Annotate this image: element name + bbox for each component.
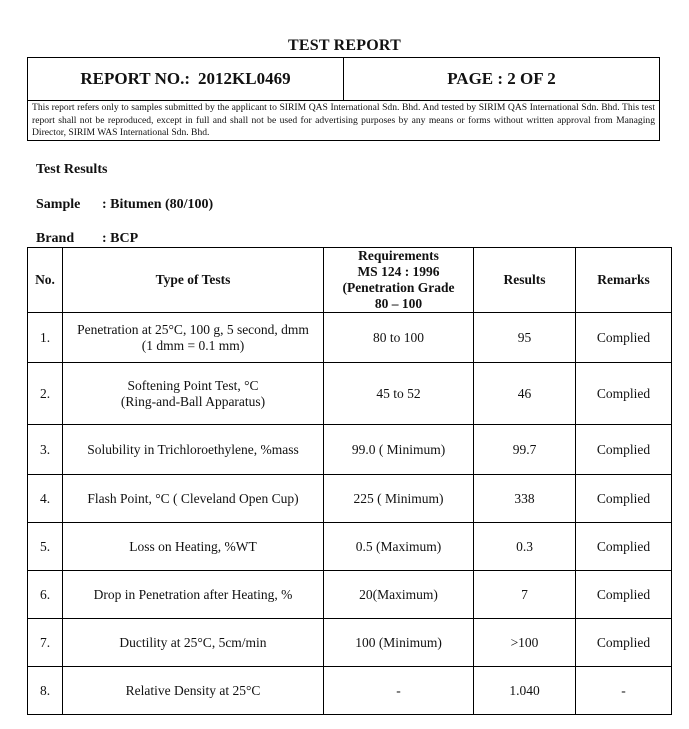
row-result: 46 (474, 363, 576, 425)
row-remark: Complied (576, 425, 672, 475)
row-remark: - (576, 667, 672, 715)
row-result: 7 (474, 571, 576, 619)
test-results-table (27, 247, 672, 715)
row-result: 99.7 (474, 425, 576, 475)
report-header-box (27, 57, 660, 141)
row-test: Ductility at 25°C, 5cm/min (63, 619, 324, 667)
row-result: 0.3 (474, 523, 576, 571)
row-no: 6. (28, 571, 63, 619)
col-header-remarks: Remarks (576, 248, 672, 313)
section-title: Test Results (36, 162, 108, 177)
col-header-no: No. (28, 248, 63, 313)
row-requirement: 20(Maximum) (324, 571, 474, 619)
report-title: TEST REPORT (288, 37, 401, 54)
sample-field (36, 197, 214, 213)
col-header-type: Type of Tests (63, 248, 324, 313)
table-row (28, 619, 672, 667)
table-row (28, 425, 672, 475)
row-test: Relative Density at 25°C (63, 667, 324, 715)
table-row (28, 571, 672, 619)
table-row (28, 363, 672, 425)
test-name-line-1: Penetration at 25°C, 100 g, 5 second, dmm (77, 321, 309, 337)
requirements-line-3: (Penetration Grade (342, 280, 455, 295)
requirements-line-1: Requirements (358, 248, 439, 263)
requirements-line-4: 80 – 100 (374, 296, 423, 311)
report-number-label: REPORT NO.: (80, 69, 191, 88)
row-test: Loss on Heating, %WT (63, 523, 324, 571)
brand-value: : BCP (102, 231, 139, 246)
test-name-line-1: Softening Point Test, °C (127, 377, 259, 393)
row-requirement: - (324, 667, 474, 715)
requirements-line-2: MS 124 : 1996 (357, 264, 440, 279)
row-result: 1.040 (474, 667, 576, 715)
row-no: 7. (28, 619, 63, 667)
row-remark: Complied (576, 571, 672, 619)
row-remark: Complied (576, 475, 672, 523)
test-name-line-2: (Ring-and-Ball Apparatus) (120, 393, 266, 409)
report-header-row (28, 58, 659, 101)
table-row (28, 313, 672, 363)
report-number: 2012KL0469 (198, 69, 291, 88)
row-result: 338 (474, 475, 576, 523)
col-header-requirements (324, 248, 474, 313)
sample-value: : Bitumen (80/100) (102, 197, 214, 212)
table-row (28, 523, 672, 571)
table-header-row (28, 248, 672, 313)
row-test: Drop in Penetration after Heating, % (63, 571, 324, 619)
row-requirement: 0.5 (Maximum) (324, 523, 474, 571)
page-indicator: PAGE : 2 OF 2 (447, 69, 556, 88)
row-no: 3. (28, 425, 63, 475)
row-test (63, 363, 324, 425)
disclaimer-text: This report refers only to samples submitted by the applicant to SIRIM QAS International Sdn. Bhd. And tested by SIRIM QAS International Sdn. Bhd. This test report shall not be reproduced, except in full and shall not be used for advertising purposes by any means or forms without written approval from Managing Director, SIRIM WAS International Sdn. Bhd. (32, 102, 655, 138)
row-no: 1. (28, 313, 63, 363)
row-no: 2. (28, 363, 63, 425)
row-no: 4. (28, 475, 63, 523)
col-header-results: Results (474, 248, 576, 313)
row-test (63, 313, 324, 363)
row-remark: Complied (576, 523, 672, 571)
row-result: 95 (474, 313, 576, 363)
row-test: Flash Point, °C ( Cleveland Open Cup) (63, 475, 324, 523)
row-remark: Complied (576, 313, 672, 363)
row-requirement: 80 to 100 (324, 313, 474, 363)
row-no: 8. (28, 667, 63, 715)
row-requirement: 99.0 ( Minimum) (324, 425, 474, 475)
sample-label: Sample (36, 197, 81, 212)
row-no: 5. (28, 523, 63, 571)
test-name-line-2: (1 dmm = 0.1 mm) (141, 337, 245, 353)
brand-field (36, 231, 139, 247)
row-requirement: 45 to 52 (324, 363, 474, 425)
brand-label: Brand (36, 231, 75, 246)
table-row (28, 475, 672, 523)
row-remark: Complied (576, 619, 672, 667)
row-requirement: 225 ( Minimum) (324, 475, 474, 523)
table-row (28, 667, 672, 715)
row-test: Solubility in Trichloroethylene, %mass (63, 425, 324, 475)
report-number-cell (28, 58, 344, 100)
row-requirement: 100 (Minimum) (324, 619, 474, 667)
row-remark: Complied (576, 363, 672, 425)
row-result: >100 (474, 619, 576, 667)
